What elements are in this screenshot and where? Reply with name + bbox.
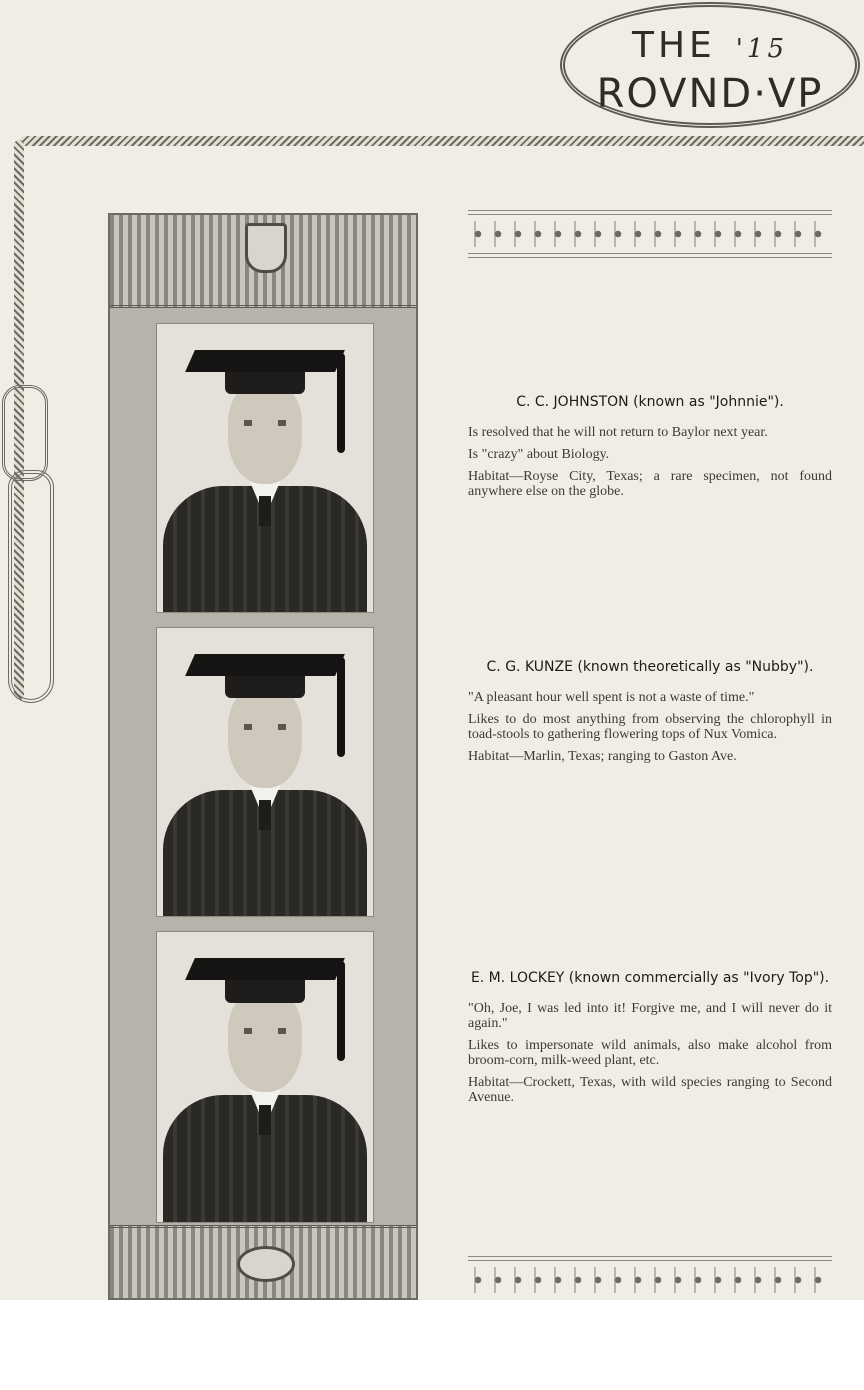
entry-line: Habitat—Marlin, Texas; ranging to Gaston Ave.	[468, 749, 737, 764]
ornament-pattern-icon	[468, 221, 832, 247]
entry-heading: C. G. KUNZE (known theoretically as "Nubby").	[486, 659, 814, 675]
rope-border-top	[20, 136, 864, 146]
scroll-ornament-icon	[237, 1246, 295, 1282]
entry-heading: E. M. LOCKEY (known commercially as "Ivory Top").	[470, 970, 830, 986]
roundup-logo	[560, 2, 860, 128]
portrait-photo-johnston	[156, 323, 374, 613]
logo-word-bottom: ROVND·VP	[596, 71, 824, 117]
portrait-photo-kunze	[156, 627, 374, 917]
mortarboard-icon	[185, 958, 345, 980]
rope-loop	[8, 470, 54, 703]
crest-icon	[245, 223, 287, 273]
entry-johnston	[468, 393, 832, 506]
portrait-photo-lockey	[156, 931, 374, 1223]
entry-line: Habitat—Crockett, Texas, with wild species ranging to Second Avenue.	[468, 1075, 832, 1105]
logo-year: '15	[735, 34, 789, 64]
entry-line: "A pleasant hour well spent is not a waste of time."	[468, 690, 755, 705]
rope-knot	[2, 385, 48, 481]
frame-header-ornament	[110, 215, 416, 308]
entry-line: Is "crazy" about Biology.	[468, 447, 610, 462]
entry-line: Likes to impersonate wild animals, also make alcohol from broom-corn, milk-weed plant, etc.	[468, 1038, 832, 1068]
entry-line: Is resolved that he will not return to Baylor next year.	[468, 425, 768, 440]
entry-line: "Oh, Joe, I was led into it! Forgive me, and I will never do it again."	[468, 1001, 832, 1031]
ornament-pattern-icon	[468, 1267, 832, 1293]
entry-kunze	[468, 658, 832, 771]
mortarboard-icon	[185, 654, 345, 676]
tassel-icon	[337, 353, 345, 453]
frame-footer-ornament	[110, 1225, 416, 1298]
logo-word-top: THE	[631, 25, 716, 66]
ornament-band-bottom	[468, 1256, 832, 1299]
mortarboard-icon	[185, 350, 345, 372]
tassel-icon	[337, 961, 345, 1061]
portrait-frame	[108, 213, 418, 1300]
entry-line: Habitat—Royse City, Texas; a rare specimen, not found anywhere else on the globe.	[468, 469, 832, 499]
entry-line: Likes to do most anything from observing the chlorophyll in toad-stools to gathering flowering tops of Nux Vomica.	[468, 712, 832, 742]
tassel-icon	[337, 657, 345, 757]
entry-lockey	[468, 969, 832, 1112]
entry-heading: C. C. JOHNSTON (known as "Johnnie").	[516, 394, 784, 410]
ornament-band-top	[468, 210, 832, 258]
